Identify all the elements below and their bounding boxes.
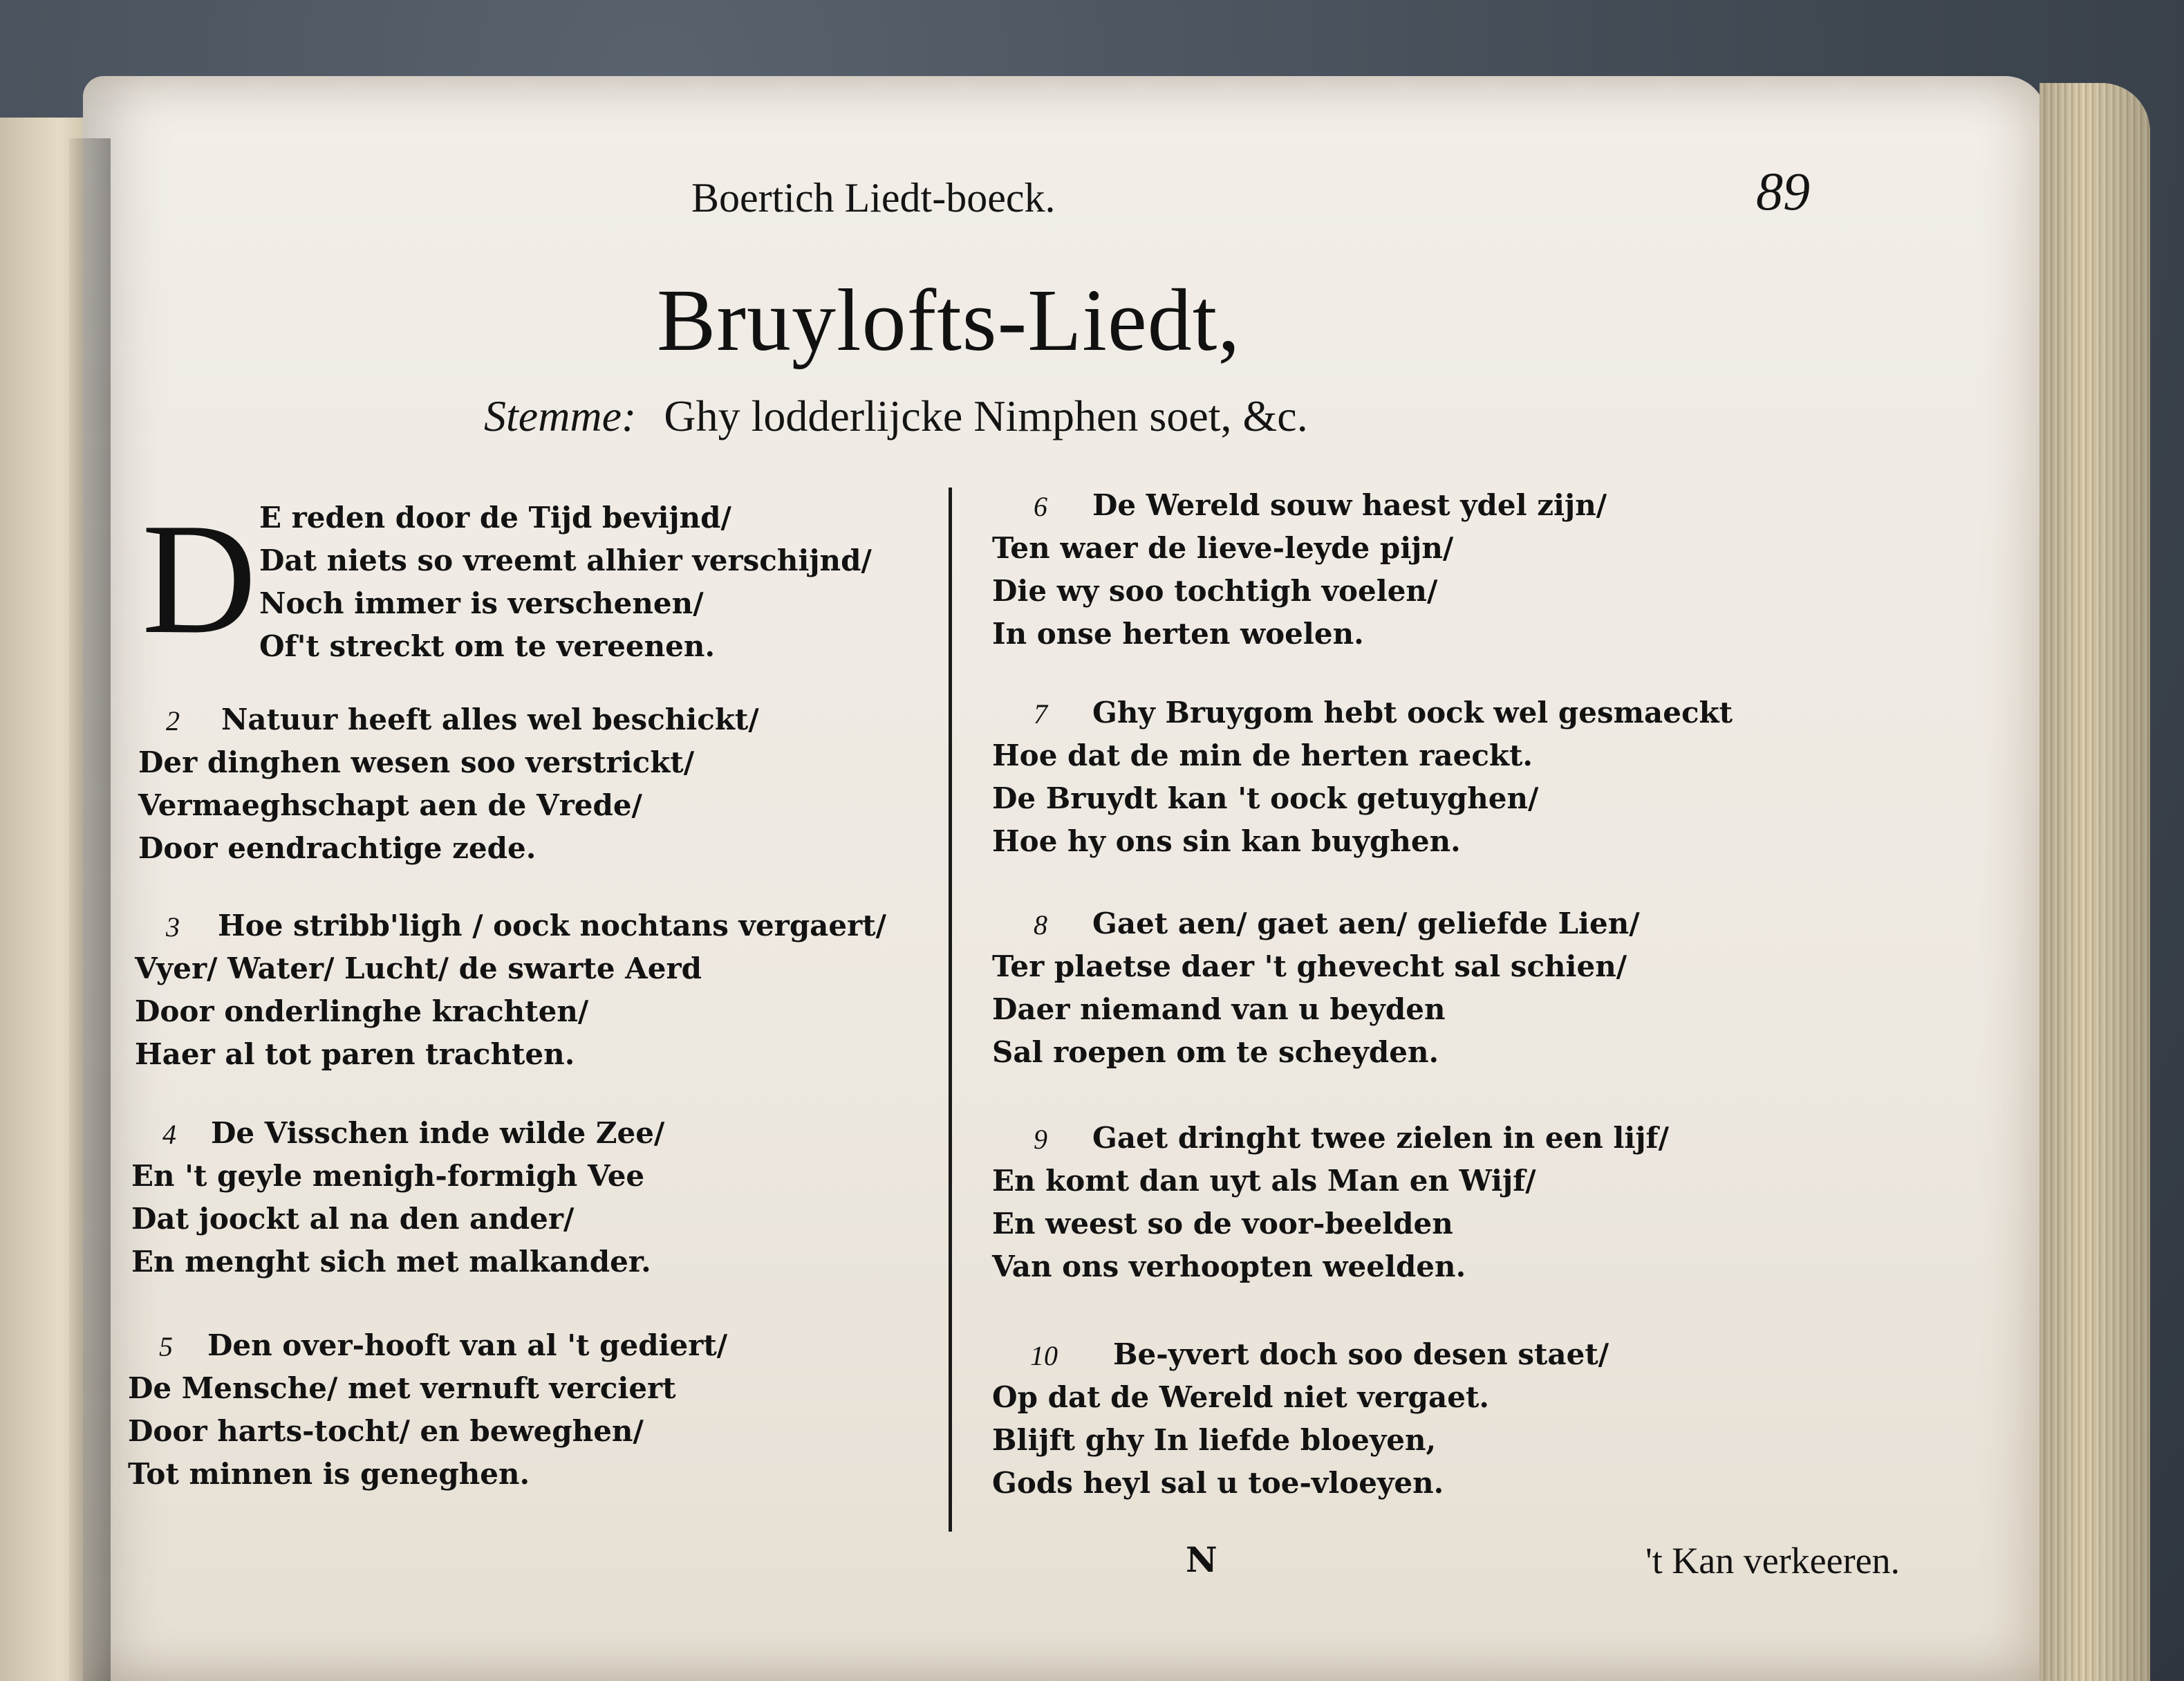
stanza-line: Vermaeghschapt aen de Vrede/ — [138, 788, 642, 822]
stanza-line: Sal roepen om te scheyden. — [992, 1035, 1439, 1069]
stanza-line: In onse herten woelen. — [992, 617, 1364, 651]
stanza-line: Be-yvert doch soo desen staet/ — [1113, 1337, 1609, 1371]
stanza-line: Hoe stribb'ligh / oock nochtans vergaert/ — [218, 909, 886, 942]
tune-text: Ghy lodderlijcke Nimphen soet, &c. — [664, 391, 1308, 440]
stanza-line: Ghy Bruygom hebt oock wel gesmaeckt — [1092, 696, 1733, 730]
stanza-line: Vyer/ Water/ Lucht/ de swarte Aerd — [135, 951, 702, 985]
stanza-2 — [138, 698, 759, 870]
stanza-line: Ten waer de lieve-leyde pijn/ — [992, 531, 1454, 565]
stanza-line: Noch immer is verschenen/ — [259, 586, 704, 620]
stanza-line: En weest so de voor-beelden — [992, 1207, 1453, 1241]
stanza-line: En komt dan uyt als Man en Wijf/ — [992, 1164, 1536, 1198]
stanza-line: Die wy soo tochtigh voelen/ — [992, 574, 1438, 608]
stanza-7 — [992, 691, 1733, 863]
stanza-number: 5 — [159, 1331, 173, 1362]
stanza-line: Blijft ghy In liefde bloeyen, — [992, 1423, 1437, 1457]
stanza-line: Natuur heeft alles wel beschickt/ — [221, 703, 759, 736]
stanza-8 — [992, 902, 1640, 1074]
stanza-line: De Bruydt kan 't oock getuyghen/ — [992, 781, 1539, 815]
stanza-number: 8 — [1034, 909, 1047, 940]
stanza-line: Ter plaetse daer 't ghevecht sal schien/ — [992, 949, 1627, 983]
page-block-shading — [2040, 83, 2150, 1681]
stanza-line: Der dinghen wesen soo verstrickt/ — [138, 745, 695, 779]
stanza-line: Door eendrachtige zede. — [138, 831, 536, 865]
stanza-line: E reden door de Tijd bevijnd/ — [259, 501, 731, 535]
stanza-number: 2 — [166, 705, 180, 736]
drop-cap: D — [142, 490, 257, 667]
column-divider — [949, 487, 952, 1532]
stanza-line: Of't streckt om te vereenen. — [259, 629, 716, 663]
stanza-line: Gaet dringht twee zielen in een lijf/ — [1092, 1121, 1669, 1155]
stanza-10 — [992, 1333, 1609, 1505]
stanza-line: En 't geyle menigh-formigh Vee — [131, 1159, 645, 1193]
stanza-line: Hoe dat de min de herten raeckt. — [992, 739, 1533, 772]
stanza-number: 4 — [162, 1119, 176, 1150]
stanza-4 — [131, 1112, 664, 1283]
stanza-line: De Mensche/ met vernuft verciert — [128, 1371, 676, 1405]
stanza-number: 9 — [1034, 1124, 1047, 1155]
stanza-number: 3 — [166, 911, 180, 942]
stanza-1 — [142, 490, 872, 668]
stanza-6 — [992, 484, 1607, 656]
stanza-line: Door harts-tocht/ en beweghen/ — [128, 1414, 644, 1448]
stanza-line: Hoe hy ons sin kan buyghen. — [992, 824, 1461, 858]
stanza-line: Daer niemand van u beyden — [992, 992, 1446, 1026]
tune-label: Stemme: — [484, 391, 637, 440]
stanza-line: Gaet aen/ gaet aen/ geliefde Lien/ — [1092, 907, 1640, 940]
stanza-line: Dat joockt al na den ander/ — [131, 1202, 575, 1236]
page-number: 89 — [1756, 161, 1810, 221]
stanza-line: Tot minnen is geneghen. — [128, 1457, 530, 1491]
book-gutter — [69, 138, 111, 1681]
stanza-line: Van ons verhoopten weelden. — [992, 1250, 1466, 1283]
catchword: N — [1186, 1539, 1217, 1580]
finis-motto: 't Kan verkeeren. — [1645, 1540, 1901, 1581]
song-title: Bruylofts-Liedt, — [657, 271, 1241, 369]
stanza-line: Den over-hooft van al 't gediert/ — [207, 1328, 728, 1362]
stanza-line: De Wereld souw haest ydel zijn/ — [1092, 488, 1607, 522]
stanza-5 — [128, 1324, 727, 1496]
running-head: Boertich Liedt-boeck. — [691, 175, 1056, 221]
stanza-line: Haer al tot paren trachten. — [135, 1037, 575, 1071]
stanza-number: 10 — [1030, 1340, 1058, 1371]
stanza-line: En menght sich met malkander. — [131, 1245, 651, 1279]
tune-line — [484, 391, 1308, 442]
stanza-9 — [992, 1117, 1669, 1288]
stanza-line: De Visschen inde wilde Zee/ — [211, 1116, 665, 1150]
stanza-number: 7 — [1034, 698, 1047, 730]
stanza-3 — [135, 904, 886, 1076]
stanza-line: Dat niets so vreemt alhier verschijnd/ — [259, 544, 872, 577]
stanza-line: Op dat de Wereld niet vergaet. — [992, 1380, 1489, 1414]
stanza-number: 6 — [1034, 491, 1047, 522]
stanza-line: Door onderlinghe krachten/ — [135, 994, 589, 1028]
stanza-line: Gods heyl sal u toe-vloeyen. — [992, 1466, 1444, 1500]
